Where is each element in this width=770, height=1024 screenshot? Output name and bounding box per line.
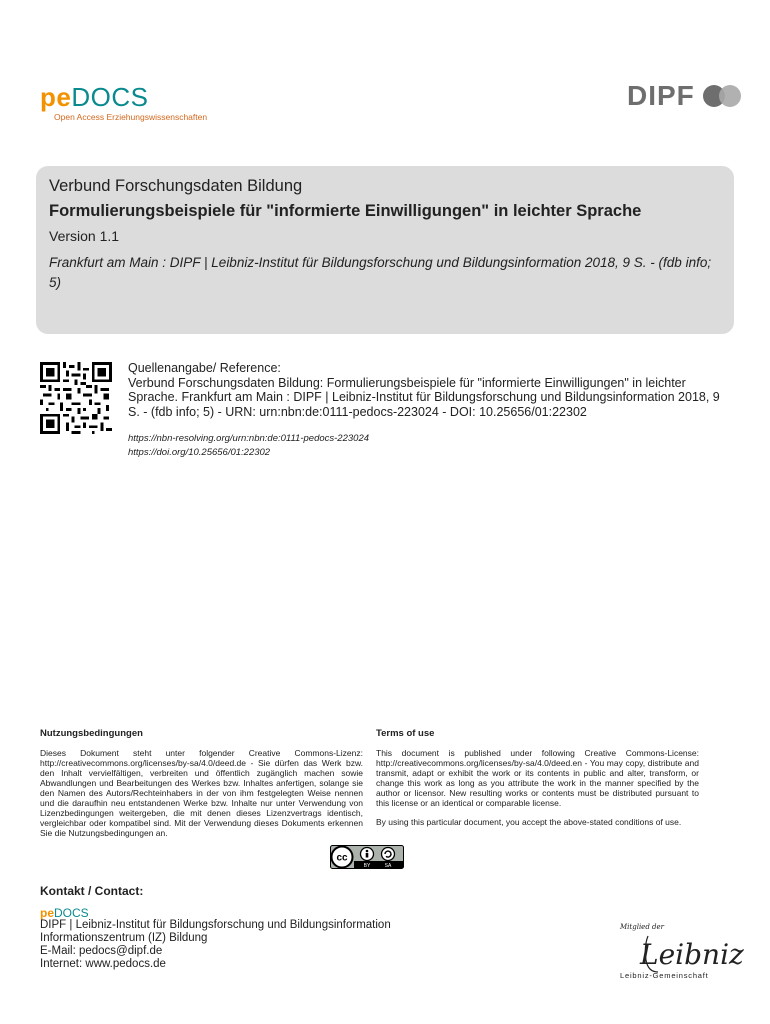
pedocs-wordmark: peDOCS <box>40 82 149 112</box>
svg-text:cc: cc <box>336 852 348 864</box>
series-title: Verbund Forschungsdaten Bildung <box>49 177 303 195</box>
terms-english <box>376 729 699 836</box>
cc-by-label: BY <box>363 863 371 869</box>
qr-code-icon <box>40 362 112 434</box>
terms-german-text: Dieses Dokument steht unter folgender Creative Commons-Lizenz: http://creativecommons.org/licenses/by-sa/4.0/deed.de - Sie dürfen das Werk bzw. den Inhalt vervielfältigen, verbreiten und öffentlich zugänglich machen sowie Abwandlungen und Bearbeitungen des Werkes bzw. Inhaltes anfertigen, solange sie den Namen des Autors/Rechteinhabers in der von ihm festgelegten Weise nennen und die daraufhin neu entstandenen Werke bzw. Inhalte nur unter Verwendung von Lizenzbedingungen weitergeben, die mit denen dieses Lizenzvertrags identisch, vergleichbar oder kompatibel sind. Mit der Verwendung dieses Dokuments erkennen Sie die Nutzungsbedingungen an. <box>40 748 363 838</box>
terms-german-heading: Nutzungsbedingungen <box>40 728 143 739</box>
leibniz-gemeinschaft: Leibniz-Gemeinschaft <box>620 971 709 980</box>
leibniz-member-label: Mitglied der <box>620 923 664 931</box>
contact-pedocs-logo: peDOCS <box>40 906 89 920</box>
contact-line-iz: Informationszentrum (IZ) Bildung <box>40 932 208 944</box>
contact-block <box>40 885 391 971</box>
contact-heading: Kontakt / Contact: <box>40 884 144 898</box>
contact-line-institute: DIPF | Leibniz-Institut für Bildungsforschung und Bildungsinformation <box>40 919 391 931</box>
reference-block <box>128 361 728 419</box>
reference-text: Verbund Forschungsdaten Bildung: Formulierungsbeispiele für "informierte Einwilligungen" in leichter Sprache. Frankfurt am Main : DIPF | Leibniz-Institut für Bildungsforschung und Bildungsinformation 2018, 9 S. - (fdb info; 5) - URN: urn:nbn:de:0111-pedocs-223024 - DOI: 10.25656/01:22302 <box>128 375 720 419</box>
title-box <box>36 166 734 334</box>
urn-link[interactable]: https://nbn-resolving.org/urn:nbn:de:0111-pedocs-223024 <box>128 433 370 444</box>
cc-sa-label: SA <box>384 863 392 869</box>
reference-heading: Quellenangabe/ Reference: <box>128 361 281 375</box>
terms-english-text-2: By using this particular document, you accept the above-stated conditions of use. <box>376 817 682 827</box>
reference-urls <box>128 432 728 460</box>
terms-german <box>40 729 363 847</box>
publication-info: Frankfurt am Main : DIPF | Leibniz-Institut für Bildungsforschung und Bildungsinformation 2018, 9 S. - (fdb info; 5) <box>49 255 712 290</box>
terms-english-text: This document is published under following Creative Commons-License: http://creativecommons.org/licenses/by-sa/4.0/deed.en - You may copy, distribute and transmit, adapt or exhibit the work or its contents in public and alter, transform, or change this work as long as you attribute the work in the manner specified by the author or licensor. New resulting works or contents must be distributed pursuant to this license or an identical or comparable license. <box>376 748 699 808</box>
dipf-logo <box>627 82 745 110</box>
leibniz-script: Leibniz <box>640 938 744 971</box>
document-title: Formulierungsbeispiele für "informierte Einwilligungen" in leichter Sprache <box>49 202 642 220</box>
dipf-circles-icon <box>703 83 745 109</box>
dipf-wordmark: DIPF <box>627 80 695 111</box>
leibniz-logo <box>618 920 744 992</box>
pedocs-tagline: Open Access Erziehungswissenschaften <box>54 112 208 122</box>
terms-english-heading: Terms of use <box>376 728 435 739</box>
contact-email[interactable]: E-Mail: pedocs@dipf.de <box>40 945 163 957</box>
contact-website[interactable]: Internet: www.pedocs.de <box>40 958 166 970</box>
doi-link[interactable]: https://doi.org/10.25656/01:22302 <box>128 447 271 458</box>
pedocs-logo <box>40 84 207 122</box>
cc-by-sa-icon <box>330 845 404 869</box>
document-version: Version 1.1 <box>49 228 120 244</box>
